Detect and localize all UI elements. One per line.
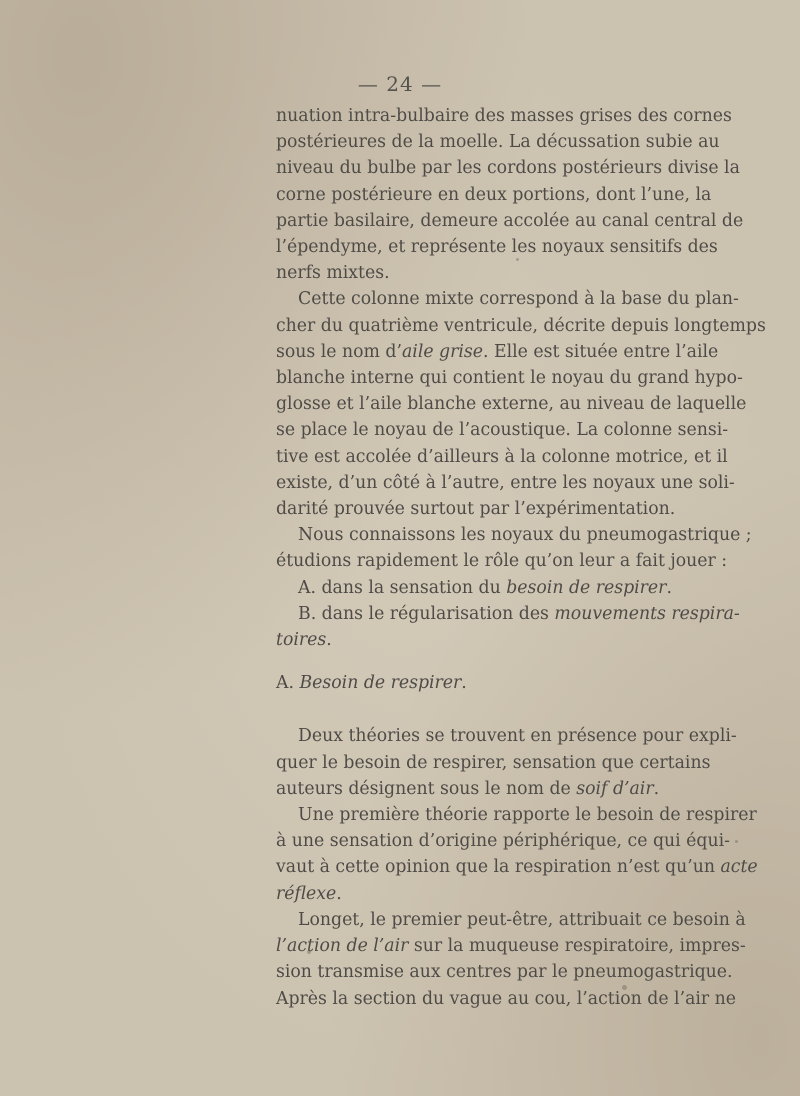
text-line: étudions rapidement le rôle qu’on leur a fait jouer : xyxy=(276,551,728,572)
text-line: corne postérieure en deux portions, dont l’une, la xyxy=(276,184,712,205)
text-line xyxy=(276,627,701,653)
text-line: Nous connaissons les noyaux du pneumogastrique ; xyxy=(298,525,752,546)
page-number: — 24 — xyxy=(357,72,443,96)
text-run: . xyxy=(336,883,342,904)
text-line: niveau du bulbe par les cordons postérieurs divise la xyxy=(276,158,740,179)
paragraph-block-2 xyxy=(276,723,758,1011)
text-line: Cette colonne mixte correspond à la base du plan- xyxy=(298,289,739,310)
text-line xyxy=(276,854,758,880)
text-line: Une première théorie rapporte le besoin de respirer xyxy=(298,805,757,826)
text-run: sur la muqueuse respiratoire, impres- xyxy=(408,936,746,957)
text-line: tive est accolée d’ailleurs à la colonne motrice, et il xyxy=(276,446,728,467)
text-line xyxy=(276,776,701,802)
text-line: l’épendyme, et représente les noyaux sensitifs des xyxy=(276,237,718,258)
text-line: blanche interne qui contient le noyau du grand hypo- xyxy=(276,368,743,389)
text-line: nuation intra-bulbaire des masses grises des cornes xyxy=(276,106,732,126)
text-run: sous le nom d’ xyxy=(276,341,402,362)
text-line: Après la section du vague au cou, l’action de l’air ne xyxy=(276,988,737,1009)
text-line: partie basilaire, demeure accolée au canal central de xyxy=(276,210,744,231)
text-line: sion transmise aux centres par le pneumogastrique. xyxy=(276,962,733,983)
text-line: cher du quatrième ventricule, décrite depuis longtemps xyxy=(276,315,766,336)
italic-run: acte xyxy=(720,857,758,878)
text-line xyxy=(276,575,701,601)
italic-run: réflexe xyxy=(276,883,337,904)
section-heading xyxy=(276,670,701,696)
text-line: à une sensation d’origine périphérique, ce qui équi- xyxy=(276,831,730,852)
text-line: se place le noyau de l’acoustique. La colonne sensi- xyxy=(276,420,729,441)
text-line: Longet, le premier peut-être, attribuait ce besoin à xyxy=(298,909,746,930)
paper-speck xyxy=(735,840,738,843)
paragraph-block-1 xyxy=(276,103,766,653)
text-line: nerfs mixtes. xyxy=(276,263,390,284)
italic-run: l’action de l’air xyxy=(276,936,409,957)
paper-speck xyxy=(516,258,519,261)
body-text xyxy=(276,103,766,1012)
text-line: darité prouvée surtout par l’expérimentation. xyxy=(276,499,676,520)
text-run: A. dans la sensation du xyxy=(298,577,507,598)
text-line xyxy=(276,881,701,907)
paper-speck xyxy=(307,950,311,954)
italic-run: besoin de respirer xyxy=(506,577,667,598)
italic-run: mouvements respira- xyxy=(554,603,740,624)
text-run: auteurs désignent sous le nom de xyxy=(276,778,577,799)
text-line xyxy=(276,933,746,959)
italic-run: aile grise xyxy=(401,341,484,362)
text-line: existe, d’un côté à l’autre, entre les noyaux une soli- xyxy=(276,472,735,493)
text-run: vaut à cette opinion que la respiration n’est qu’un xyxy=(276,857,721,878)
section-heading-suffix: . xyxy=(461,673,467,694)
text-line: glosse et l’aile blanche externe, au niveau de laquelle xyxy=(276,394,747,415)
text-run: . xyxy=(653,778,660,799)
italic-run: toires xyxy=(276,630,327,651)
text-run: . Elle est située entre l’aile xyxy=(483,341,719,362)
text-run: B. dans le régularisation des xyxy=(298,603,555,624)
section-heading-title: Besoin de respirer xyxy=(299,673,462,694)
italic-run: soif d’air xyxy=(576,778,654,799)
text-run: . xyxy=(666,577,672,598)
text-line: Deux théories se trouvent en présence pour expli- xyxy=(298,726,737,747)
section-heading-prefix: A. xyxy=(276,673,300,694)
paper-speck xyxy=(622,985,627,990)
text-line: quer le besoin de respirer, sensation que certains xyxy=(276,752,711,773)
text-line xyxy=(276,339,719,365)
text-line: postérieures de la moelle. La décussation subie au xyxy=(276,132,720,153)
text-line xyxy=(276,601,740,627)
text-run: . xyxy=(326,630,332,651)
